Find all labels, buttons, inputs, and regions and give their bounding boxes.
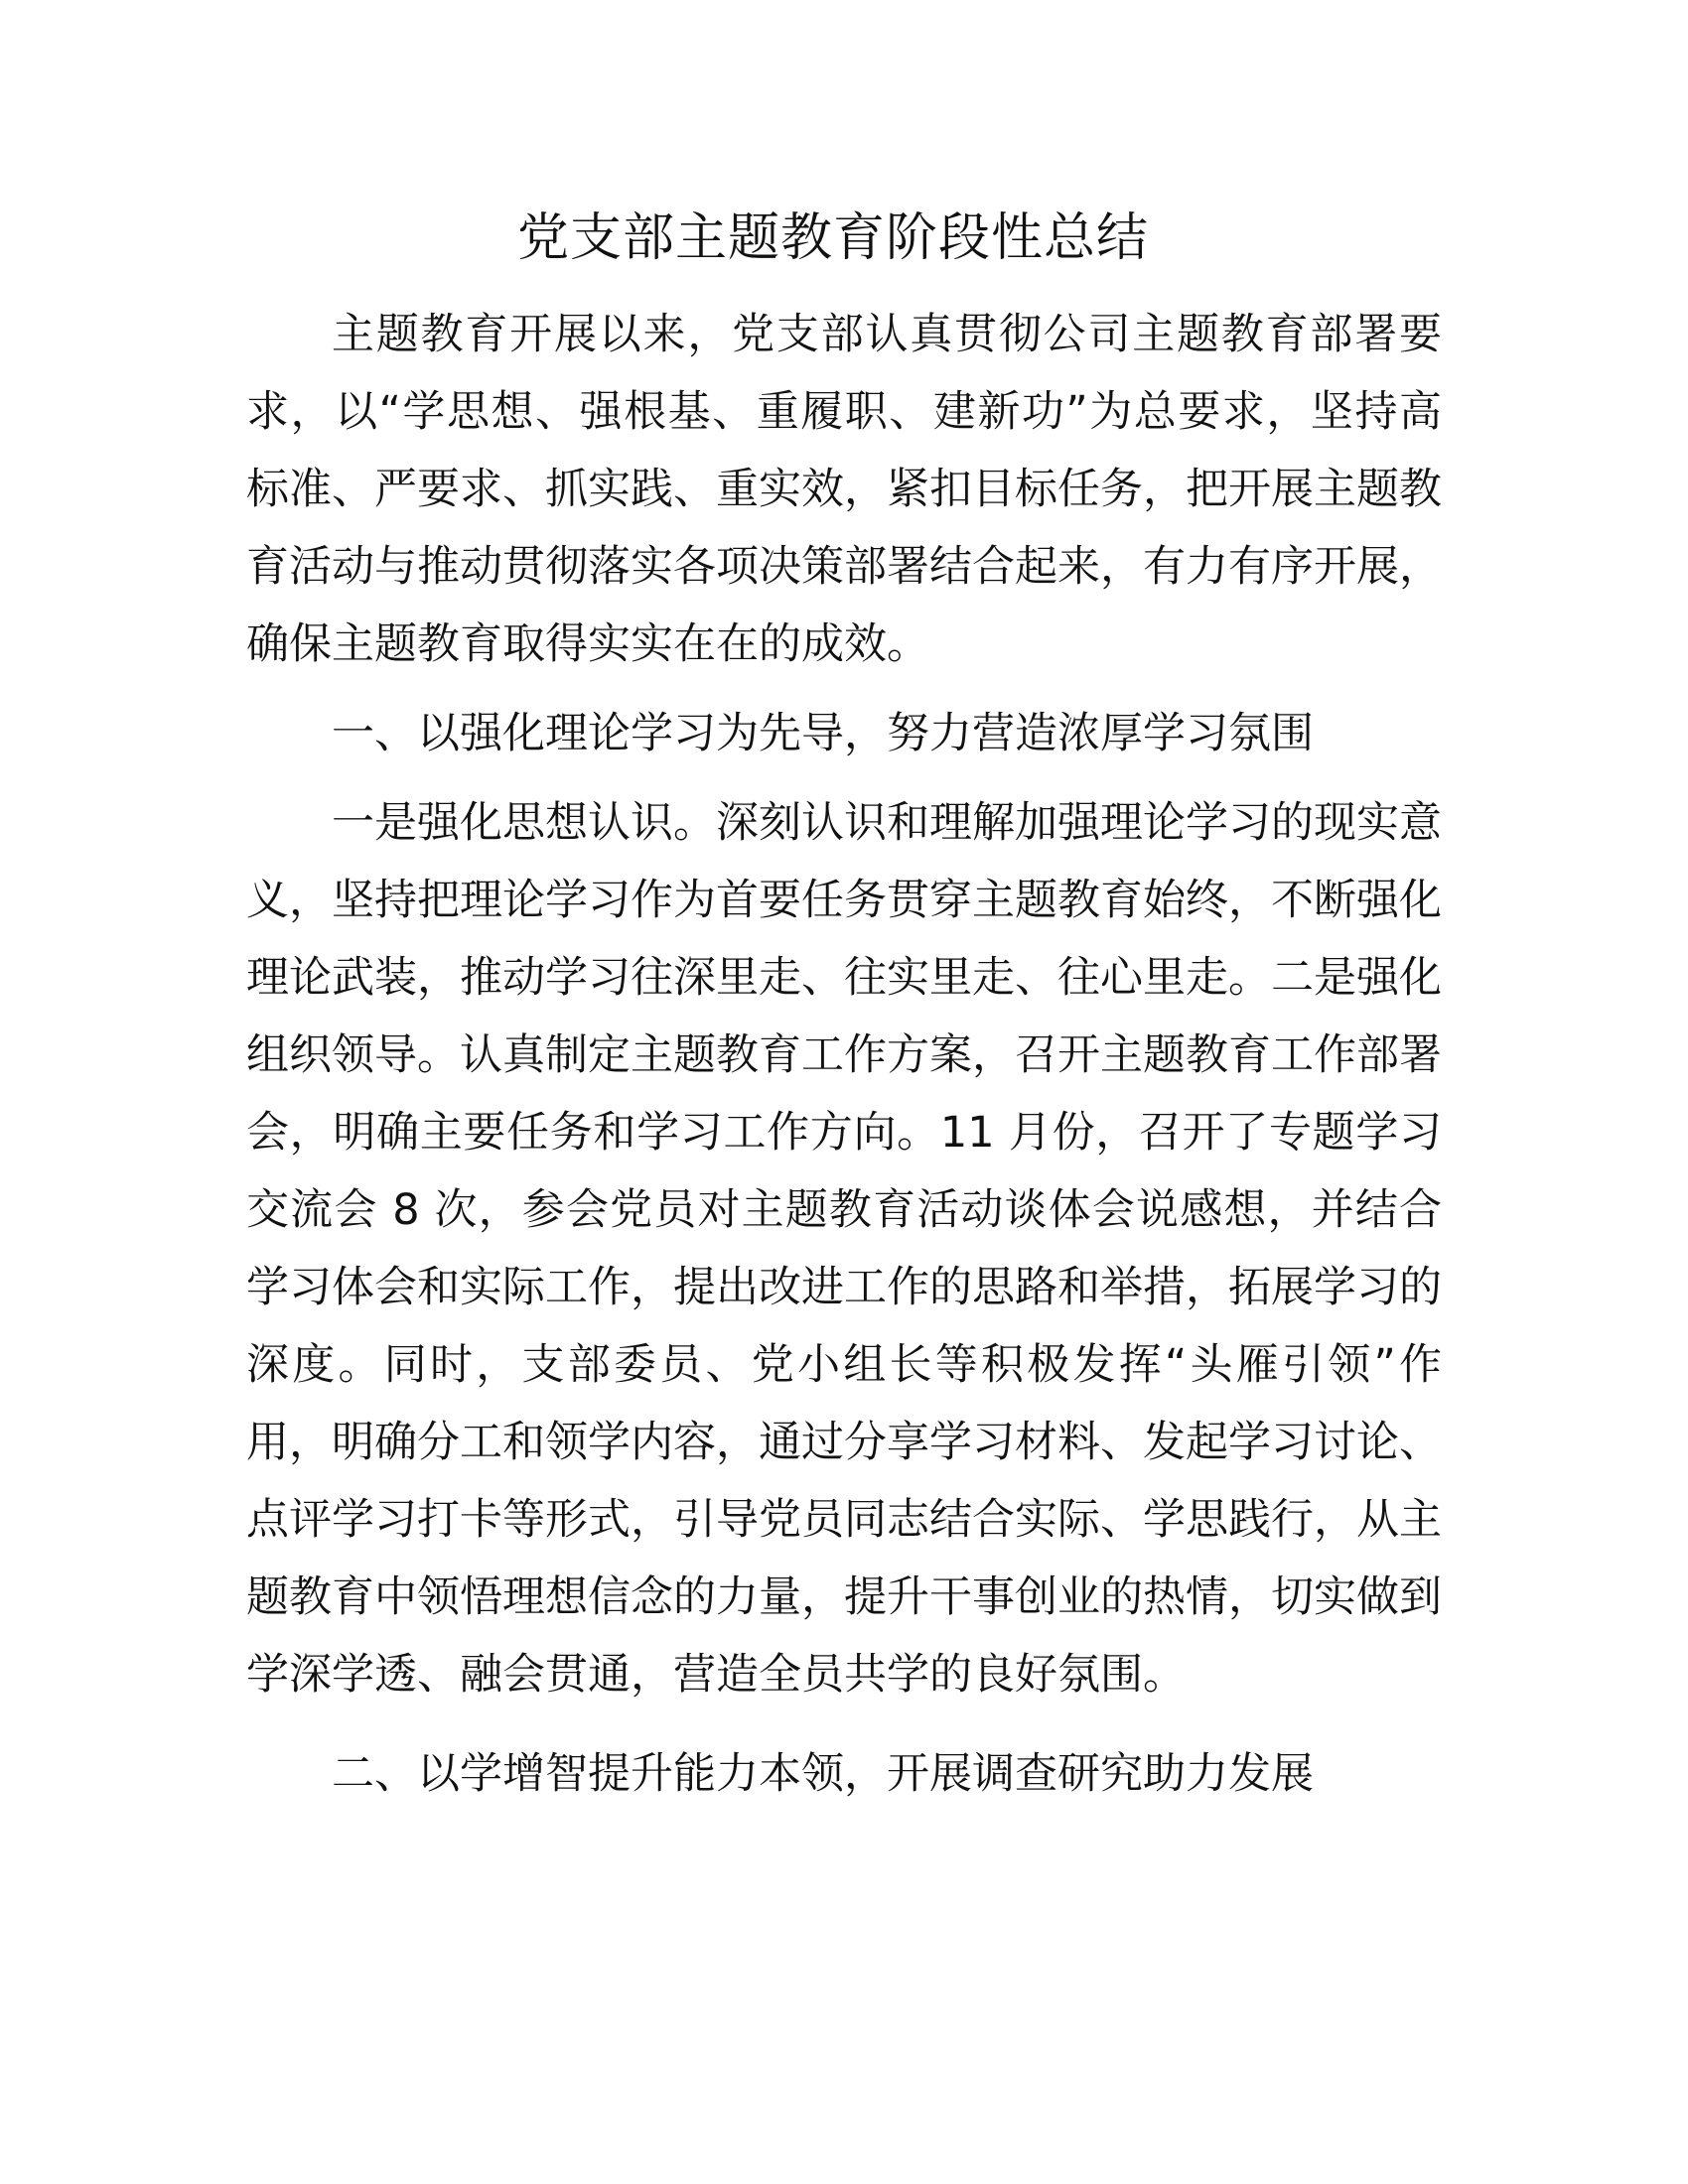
section-1-paragraph: 一是强化思想认识。深刻认识和理解加强理论学习的现实意义，坚持把理论学习作为首要任务贯穿主题教育始终，不断强化理论武装，推动学习往深里走、往实里走、往心里走。二是强化组织领导。认真制定主题教育工作方案，召开主题教育工作部署会，明确主要任务和学习工作方向。11 月份，召开了专题学习交流会 8 次，参会党员对主题教育活动谈体会说感想，并结合学习体会和实际工作，提出改进工作的思路和举措，拓展学习的深度。同时，支部委员、党小组长等积极发挥“头雁引领”作用，明确分工和领学内容，通过分享学习材料、发起学习讨论、点评学习打卡等形式，引导党员同志结合实际、学思践行，从主题教育中领悟理想信念的力量，提升干事创业的热情，切实做到学深学透、融会贯通，营造全员共学的良好氛围。 xyxy=(246,798,1442,1700)
document-title: 党支部主题教育阶段性总结 xyxy=(516,208,1149,268)
section-heading-1: 一、以强化理论学习为先导，努力营造浓厚学习氛围 xyxy=(332,709,1314,758)
intro-paragraph: 主题教育开展以来，党支部认真贯彻公司主题教育部署要求，以“学思想、强根基、重履职、建新功”为总要求，坚持高标准、严要求、抓实践、重实效，紧扣目标任务，把开展主题教育活动与推动贯彻落实各项决策部署结合起来，有力有序开展，确保主题教育取得实实在在的成效。 xyxy=(246,310,1442,669)
section-heading-2: 二、以学增智提升能力本领，开展调查研究助力发展 xyxy=(332,1749,1314,1799)
document-body xyxy=(246,195,1442,1813)
